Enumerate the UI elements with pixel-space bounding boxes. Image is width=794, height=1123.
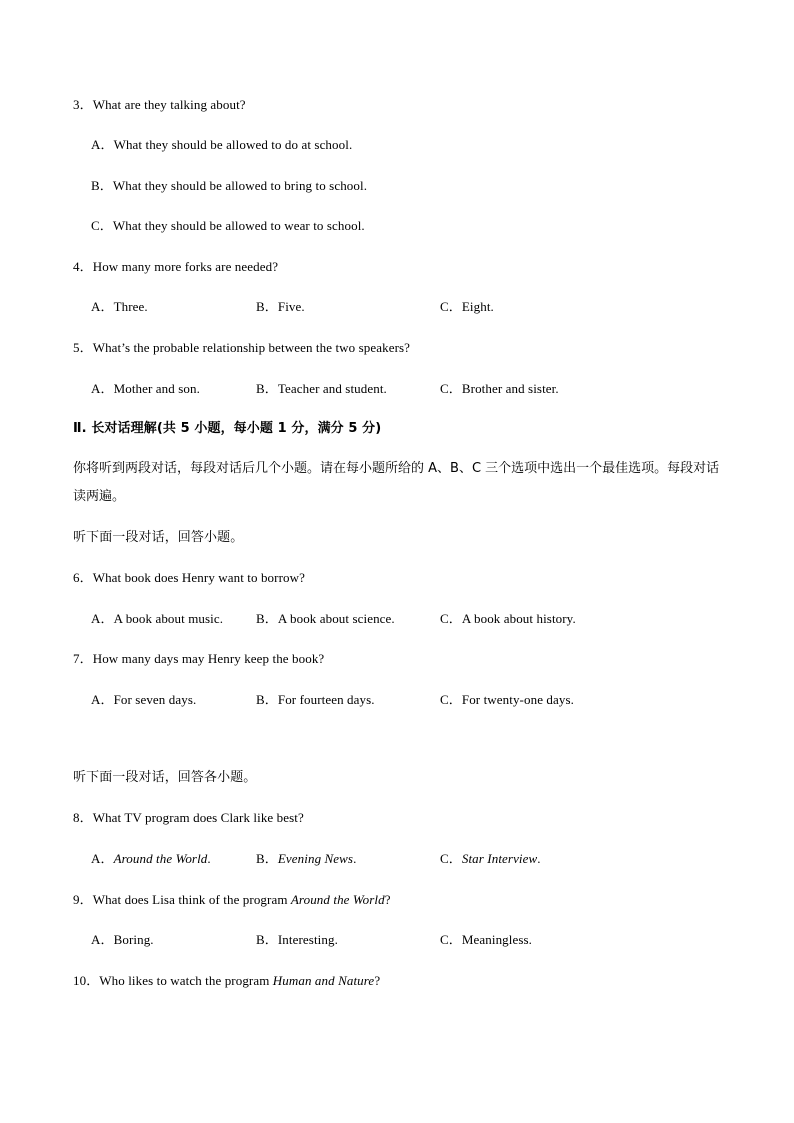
question-5-option-b: B．Teacher and student. xyxy=(256,381,387,396)
section-2-heading: Ⅱ. 长对话理解(共 5 小题，每小题 1 分，满分 5 分) xyxy=(73,421,382,436)
question-3-option-b: B．What they should be allowed to bring to school. xyxy=(91,178,368,193)
stem-text: 9．What does Lisa think of the program xyxy=(73,892,291,907)
question-6-option-b: B．A book about science. xyxy=(256,611,395,626)
punctuation: . xyxy=(207,851,211,866)
question-8-stem: 8．What TV program does Clark like best? xyxy=(73,810,304,825)
dialog-2-intro: 听下面一段对话，回答各小题。 xyxy=(73,770,257,785)
question-6-option-c: C．A book about history. xyxy=(440,611,576,626)
option-label: C． xyxy=(440,851,462,866)
section-2-instructions: 你将听到两段对话，每段对话后几个小题。请在每小题所给的 A、B、C 三个选项中选出一个最佳选项。每段对话读两遍。 xyxy=(73,461,720,504)
question-6-stem: 6．What book does Henry want to borrow? xyxy=(73,570,305,585)
program-title: Human and Nature xyxy=(272,973,375,988)
question-9-option-a: A．Boring. xyxy=(91,932,154,947)
dialog-1-intro: 听下面一段对话，回答小题。 xyxy=(73,530,244,545)
question-3-stem: 3．What are they talking about? xyxy=(73,97,246,112)
question-9-option-b: B．Interesting. xyxy=(256,932,338,947)
question-5-option-c: C．Brother and sister. xyxy=(440,381,559,396)
question-7-option-b: B．For fourteen days. xyxy=(256,692,375,707)
program-title: Around the World xyxy=(290,892,385,907)
question-4-option-b: B．Five. xyxy=(256,299,305,314)
question-5-stem: 5．What’s the probable relationship between the two speakers? xyxy=(73,340,411,355)
question-6-option-a: A．A book about music. xyxy=(91,611,224,626)
question-9-stem xyxy=(73,891,391,909)
option-label: A． xyxy=(91,851,114,866)
question-8-option-a xyxy=(91,850,211,868)
question-8-option-b xyxy=(256,850,356,868)
question-9-option-c: C．Meaningless. xyxy=(440,932,533,947)
question-7-option-c: C．For twenty-one days. xyxy=(440,692,574,707)
program-title: Star Interview xyxy=(461,851,538,866)
question-3-option-a: A．What they should be allowed to do at school. xyxy=(91,137,353,152)
question-7-stem: 7．How many days may Henry keep the book? xyxy=(73,651,325,666)
question-4-option-a: A．Three. xyxy=(91,299,148,314)
punctuation: . xyxy=(537,851,541,866)
question-10-stem xyxy=(73,972,380,990)
question-8-option-c xyxy=(440,850,541,868)
punctuation: ? xyxy=(374,973,381,988)
question-5-option-a: A．Mother and son. xyxy=(91,381,200,396)
option-label: B． xyxy=(256,851,278,866)
question-4-stem: 4．How many more forks are needed? xyxy=(73,259,279,274)
stem-text: 10．Who likes to watch the program xyxy=(73,973,273,988)
punctuation: . xyxy=(353,851,357,866)
question-7-option-a: A．For seven days. xyxy=(91,692,197,707)
program-title: Around the World xyxy=(113,851,208,866)
program-title: Evening News xyxy=(277,851,354,866)
question-3-option-c: C．What they should be allowed to wear to school. xyxy=(91,218,365,233)
question-4-option-c: C．Eight. xyxy=(440,299,494,314)
punctuation: ? xyxy=(384,892,391,907)
